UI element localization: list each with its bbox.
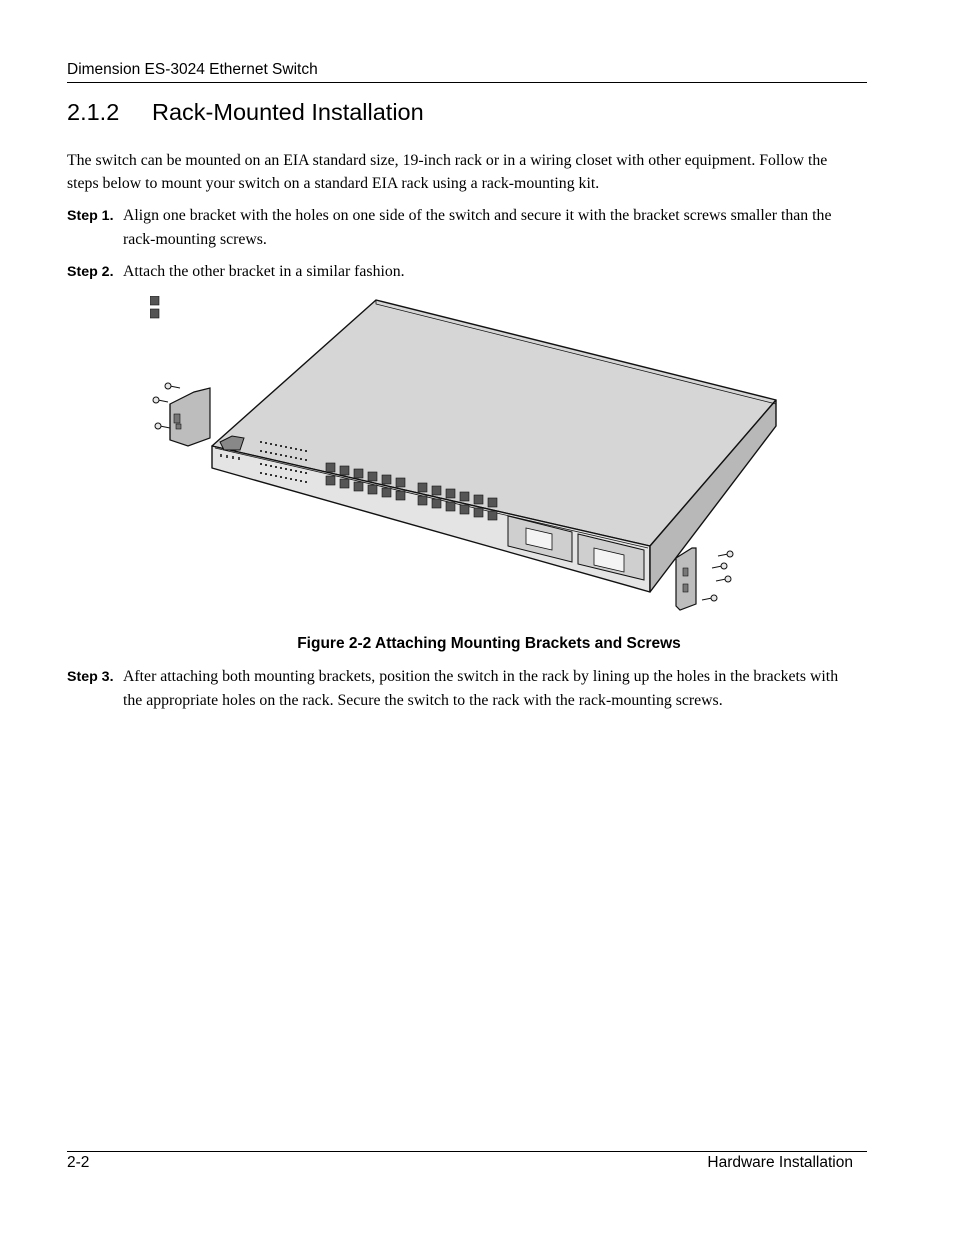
header-rule xyxy=(67,82,867,83)
section-title: Rack-Mounted Installation xyxy=(152,99,424,125)
footer-rule xyxy=(67,1151,867,1152)
intro-paragraph: The switch can be mounted on an EIA standard size, 19-inch rack or in a wiring closet with other equipment. Follow the steps below to mount your switch on a standard EIA rack using a rack-mounting kit. xyxy=(67,152,828,192)
step-label: Step 3. xyxy=(67,669,114,685)
step-label: Step 1. xyxy=(67,208,114,224)
step-text: After attaching both mounting brackets, position the switch in the rack by lining up the holes in the brackets with the appropriate holes on the rack. Secure the switch to the rack with the rack-mounting screws. xyxy=(123,668,839,709)
section-heading xyxy=(67,99,424,126)
step-label: Step 2. xyxy=(67,264,114,280)
section-number: 2.1.2 xyxy=(67,99,120,125)
step-1 xyxy=(67,204,857,251)
step-3 xyxy=(67,665,857,712)
figure-caption: Figure 2-2 Attaching Mounting Brackets and Screws xyxy=(297,635,681,652)
step-text: Align one bracket with the holes on one side of the switch and secure it with the bracket screws smaller than the rack-mounting screws. xyxy=(123,207,832,248)
step-text: Attach the other bracket in a similar fashion. xyxy=(123,263,405,280)
page-number: 2-2 xyxy=(67,1154,90,1171)
step-2 xyxy=(67,260,857,284)
switch-illustration xyxy=(150,296,785,616)
chapter-name: Hardware Installation xyxy=(707,1154,853,1171)
running-header: Dimension ES-3024 Ethernet Switch xyxy=(67,61,318,78)
